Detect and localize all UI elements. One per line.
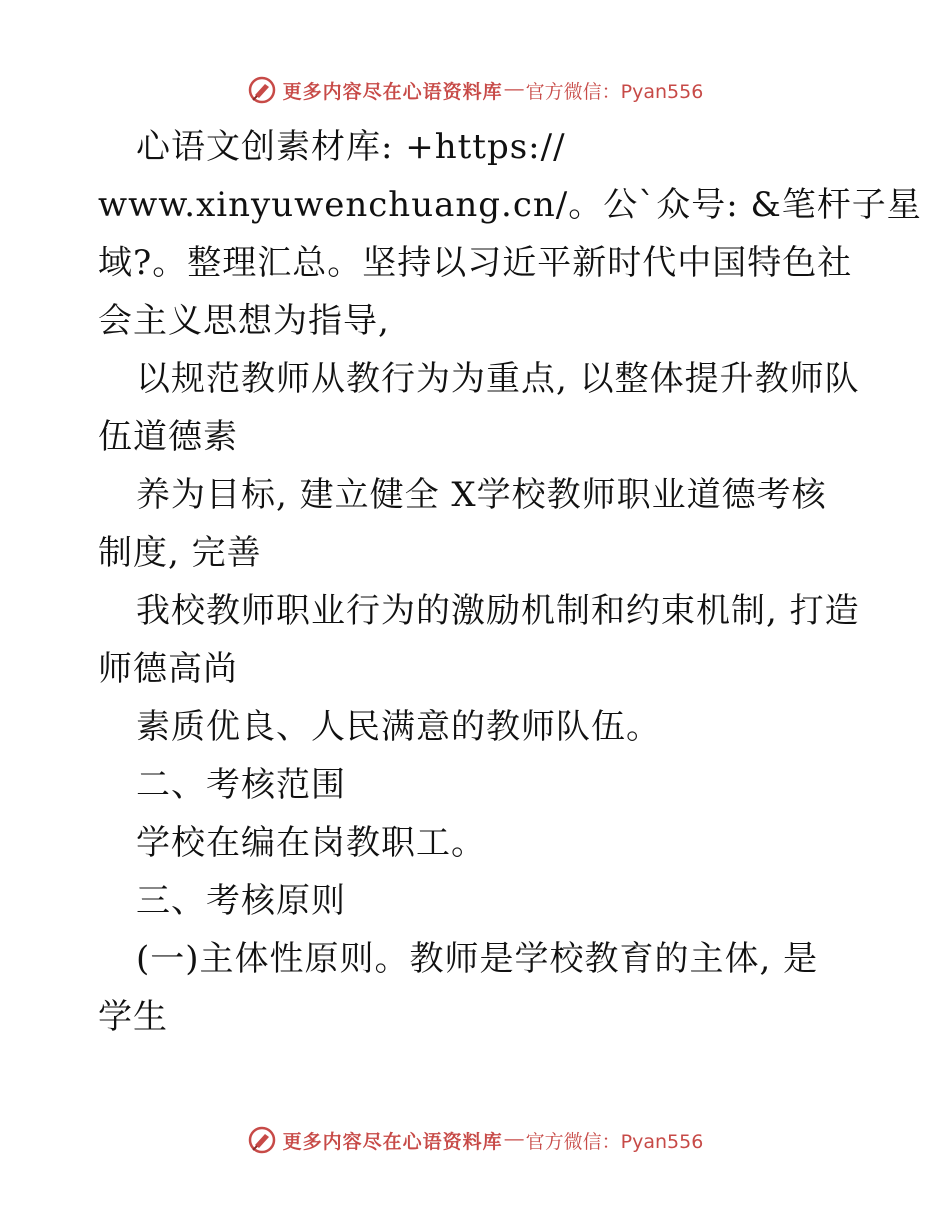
paragraph-line: (一)主体性原则。教师是学校教育的主体, 是 [136, 939, 819, 979]
watermark-separator: — [504, 79, 524, 100]
paragraph-line: 师德高尚 [98, 649, 238, 689]
paragraph-line: 我校教师职业行为的激励机制和约束机制, 打造 [136, 591, 860, 631]
paragraph-line: 学校在编在岗教职工。 [136, 823, 486, 863]
paragraph-line: 域?。整理汇总。坚持以习近平新时代中国特色社 [98, 243, 853, 283]
section-heading: 三、考核原则 [136, 881, 346, 921]
paragraph-line: 心语文创素材库: +https:// [136, 127, 566, 167]
header-watermark [0, 70, 950, 110]
footer-watermark [0, 1120, 950, 1160]
watermark-wechat: 官方微信：Pyan556 [525, 80, 704, 103]
paragraph-line: 素质优良、人民满意的教师队伍。 [136, 707, 661, 747]
paragraph-line: 会主义思想为指导, [98, 301, 390, 341]
watermark-wechat: 官方微信：Pyan556 [525, 1130, 704, 1153]
paragraph-line: 伍道德素 [98, 417, 238, 457]
document-body [98, 118, 922, 1046]
watermark-slogan: 更多内容尽在心语资料库 [282, 1130, 503, 1153]
brand-logo-icon [247, 75, 277, 105]
paragraph-line: 制度, 完善 [98, 533, 262, 573]
watermark-slogan: 更多内容尽在心语资料库 [282, 80, 503, 103]
watermark-separator: — [504, 1129, 524, 1150]
paragraph-line: 学生 [98, 997, 168, 1037]
section-heading: 二、考核范围 [136, 765, 346, 805]
paragraph-line: www.xinyuwenchuang.cn/。公`众号: &笔杆子星 [98, 185, 922, 225]
paragraph-line: 以规范教师从教行为为重点, 以整体提升教师队 [136, 359, 860, 399]
brand-logo-icon [247, 1125, 277, 1155]
paragraph-line: 养为目标, 建立健全 X学校教师职业道德考核 [136, 475, 827, 515]
